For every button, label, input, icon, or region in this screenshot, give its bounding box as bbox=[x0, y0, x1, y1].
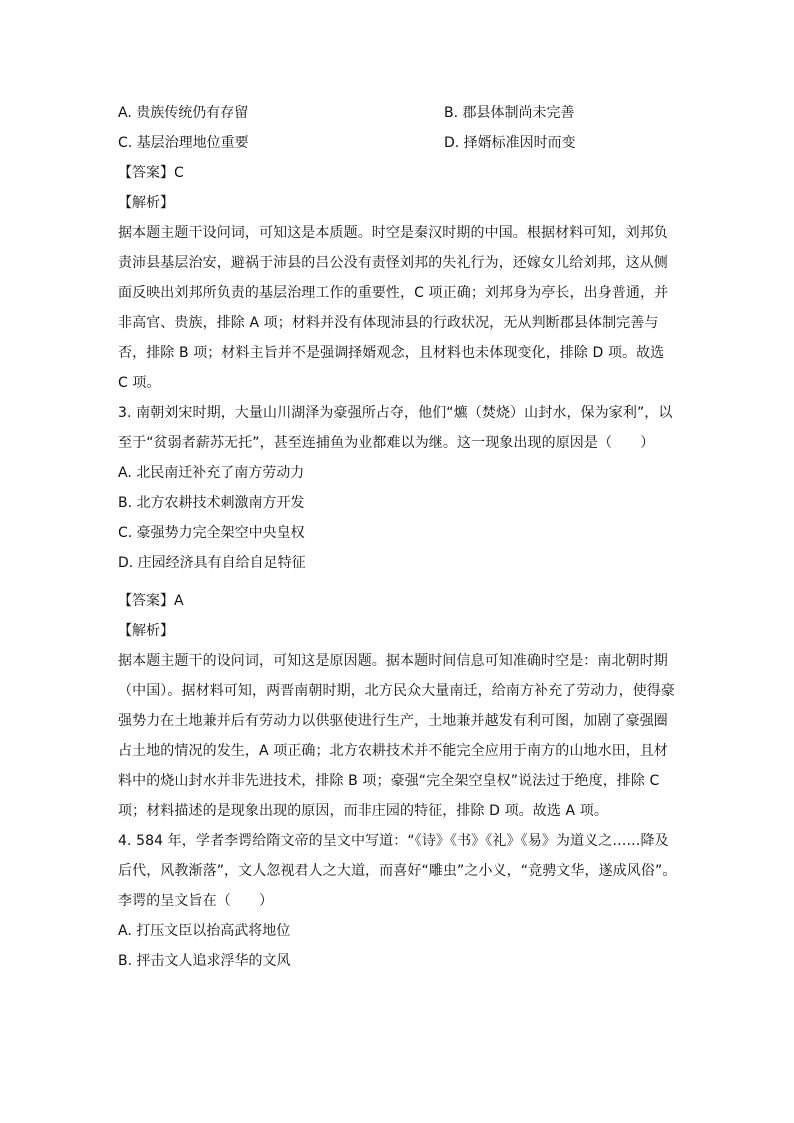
q4-option-b[interactable]: B. 抨击文人追求浮华的文风 bbox=[118, 953, 291, 969]
q3-stem-line: 至于“贫弱者薪苏无托”，甚至连捕鱼为业都难以为继。这一现象出现的原因是（ ） bbox=[118, 435, 655, 451]
q2-analysis-line: 责沛县基层治安，避祸于沛县的吕公没有责怪刘邦的失礼行为，还嫁女儿给刘邦，这从侧 bbox=[118, 255, 668, 271]
q4-stem-line: 李谔的呈文旨在（ ） bbox=[118, 893, 274, 909]
q3-stem bbox=[118, 398, 678, 458]
q4-stem-line: 4. 584 年，学者李谔给隋文帝的呈文中写道：“《诗》《书》《礼》《易》为道义之……降及 bbox=[118, 833, 669, 849]
q4-stem-line: 后代，风教渐落”，文人忽视君人之大道，而喜好“雕虫”之小义，“竞骋文华，遂成风俗”。 bbox=[118, 863, 677, 879]
q2-analysis bbox=[118, 218, 678, 398]
q2-answer: 【答案】C bbox=[118, 165, 184, 181]
q3-option-b[interactable]: B. 北方农耕技术刺激南方开发 bbox=[118, 495, 305, 511]
q4-stem bbox=[118, 826, 678, 916]
q3-option-a[interactable]: A. 北民南迁补充了南方劳动力 bbox=[118, 465, 305, 481]
q2-options-row-1 bbox=[118, 98, 678, 128]
q2-options-row-2 bbox=[118, 128, 678, 158]
q4-option-a[interactable]: A. 打压文臣以抬高武将地位 bbox=[118, 923, 291, 939]
q3-analysis bbox=[118, 646, 678, 826]
q3-analysis-line: 项；材料描述的是现象出现的原因，而非庄园的特征，排除 D 项。故选 A 项。 bbox=[118, 803, 608, 819]
q2-option-d[interactable]: D. 择婿标准因时而变 bbox=[444, 135, 576, 151]
q3-answer: 【答案】A bbox=[118, 593, 184, 609]
document-page bbox=[118, 98, 678, 976]
q3-analysis-line: 料中的烧山封水并非先进技术，排除 B 项；豪强“完全架空皇权”说法过于绝度，排除 C bbox=[118, 773, 660, 789]
q2-analysis-label: 【解析】 bbox=[118, 195, 174, 211]
q2-analysis-line: 否，排除 B 项；材料主旨并不是强调择婿观念，且材料也未体现变化，排除 D 项。故选 bbox=[118, 345, 665, 361]
q2-analysis-line: C 项。 bbox=[118, 375, 161, 391]
q3-analysis-line: 占土地的情况的发生，A 项正确；北方农耕技术并不能完全应用于南方的山地水田，且材 bbox=[118, 743, 669, 759]
q2-option-c[interactable]: C. 基层治理地位重要 bbox=[118, 135, 249, 151]
q2-analysis-line: 据本题主题干设问词，可知这是本质题。时空是秦汉时期的中国。根据材料可知，刘邦负 bbox=[118, 225, 668, 241]
q3-stem-line: 3. 南朝刘宋时期，大量山川湖泽为豪强所占夺，他们“爊（焚烧）山封水，保为家利”，以 bbox=[118, 405, 673, 421]
q3-option-c[interactable]: C. 豪强势力完全架空中央皇权 bbox=[118, 525, 305, 541]
q2-option-b[interactable]: B. 郡县体制尚未完善 bbox=[444, 105, 575, 121]
q3-analysis-line: 据本题主题干的设问词，可知这是原因题。据本题时间信息可知准确时空是：南北朝时期 bbox=[118, 653, 668, 669]
q3-analysis-line: （中国）。据材料可知，两晋南朝时期，北方民众大量南迁，给南方补充了劳动力，使得豪 bbox=[118, 683, 675, 699]
q3-analysis-label: 【解析】 bbox=[118, 623, 174, 639]
q3-analysis-line: 强势力在土地兼并后有劳动力以供驱使进行生产，土地兼并越发有利可图，加剧了豪强圈 bbox=[118, 713, 668, 729]
q3-option-d[interactable]: D. 庄园经济具有自给自足特征 bbox=[118, 555, 306, 571]
spacer bbox=[118, 578, 678, 586]
q2-analysis-line: 非高官、贵族，排除 A 项；材料并没有体现沛县的行政状况，无从判断郡县体制完善与 bbox=[118, 315, 659, 331]
q2-analysis-line: 面反映出刘邦所负责的基层治理工作的重要性，C 项正确；刘邦身为亭长，出身普通，并 bbox=[118, 285, 669, 301]
q2-option-a[interactable]: A. 贵族传统仍有存留 bbox=[118, 105, 249, 121]
